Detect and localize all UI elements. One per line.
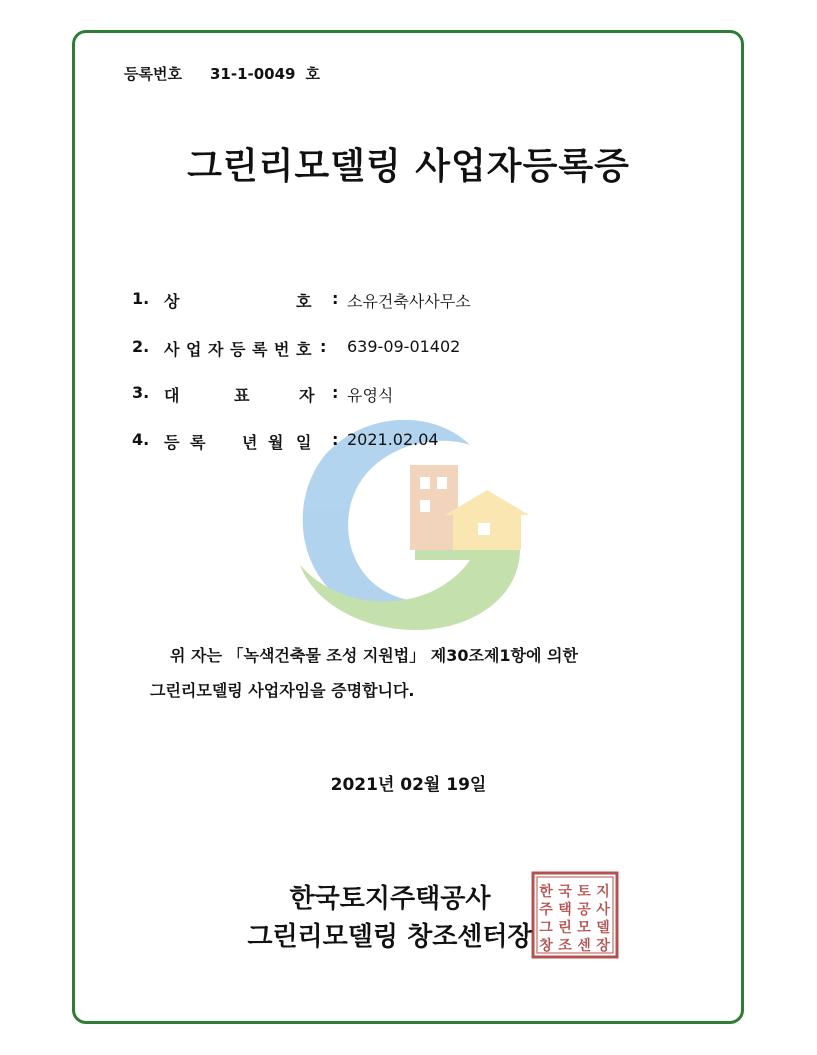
svg-text:지: 지 (596, 884, 610, 900)
issuer-title: 그린리모델링 창조센터장 (247, 922, 533, 952)
company-name-value: 소유건축사사무소 (347, 292, 471, 311)
svg-text:델: 델 (596, 920, 610, 936)
registration-value: 31-1-0049 (209, 65, 296, 83)
svg-text:장: 장 (596, 938, 610, 954)
svg-text:그: 그 (539, 920, 553, 936)
registration-label: 등록번호 (124, 65, 182, 83)
svg-text:모: 모 (577, 920, 591, 936)
emblem-building (410, 465, 458, 550)
representative-value: 유영식 (347, 386, 394, 405)
svg-text:창: 창 (539, 938, 553, 954)
certificate-title: 그린리모델링 사업자등록증 (187, 146, 630, 187)
svg-text:주: 주 (539, 902, 553, 918)
svg-text:사: 사 (596, 902, 610, 918)
issuer-org: 한국토지주택공사 (289, 884, 491, 914)
svg-text:조: 조 (558, 938, 572, 954)
svg-text:린: 린 (558, 920, 572, 936)
official-seal-stamp (530, 870, 620, 960)
registration-suffix: 호 (305, 65, 320, 83)
registration-number (124, 63, 320, 84)
svg-text:국: 국 (558, 884, 572, 900)
svg-text:한: 한 (539, 884, 553, 900)
certification-statement: 위 자는 「녹색건축물 조성 지원법」 제30조제1항에 의한 그린리모델링 사업자임을 증명합니다. (150, 646, 578, 700)
svg-text:센: 센 (577, 938, 591, 954)
issuer (200, 880, 580, 956)
business-number-value: 639-09-01402 (347, 337, 461, 356)
svg-text:택: 택 (558, 902, 572, 918)
registration-date-value: 2021.02.04 (347, 430, 439, 449)
svg-text:공: 공 (577, 902, 591, 918)
svg-text:토: 토 (577, 884, 591, 900)
issue-date: 2021년 02월 19일 (330, 775, 487, 795)
